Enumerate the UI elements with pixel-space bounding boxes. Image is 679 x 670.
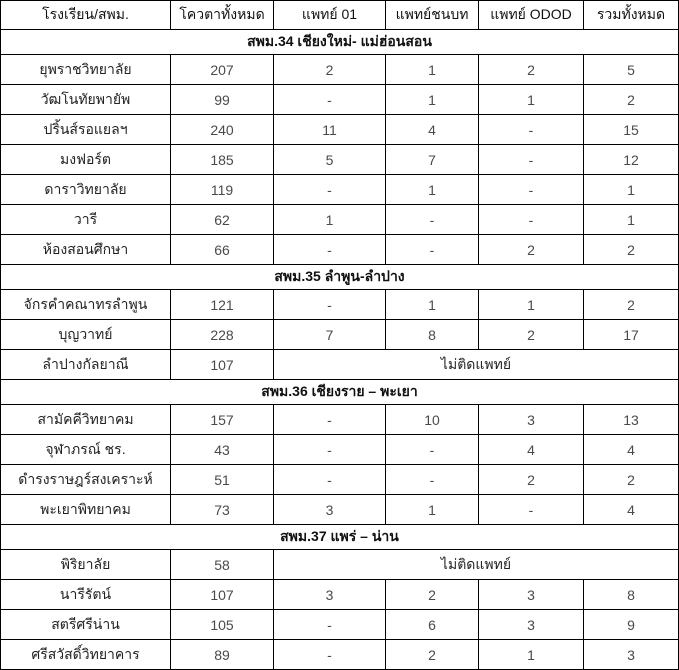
value-cell: 73 <box>171 495 274 525</box>
table-row <box>1 435 679 465</box>
quota-cell: 107 <box>171 350 274 380</box>
value-cell: 7 <box>274 320 386 350</box>
value-cell: 1 <box>386 85 479 115</box>
value-cell: - <box>479 205 584 235</box>
table-row <box>1 640 679 670</box>
value-cell: 8 <box>386 320 479 350</box>
value-cell: 99 <box>171 85 274 115</box>
value-cell: - <box>274 290 386 320</box>
value-cell: 207 <box>171 55 274 85</box>
section-row <box>1 265 679 290</box>
value-cell: 2 <box>386 640 479 670</box>
table-row <box>1 610 679 640</box>
value-cell: 9 <box>584 610 679 640</box>
section-title: สพม.35 ลำพูน-ลำปาง <box>1 265 679 290</box>
value-cell: 119 <box>171 175 274 205</box>
school-name-cell: มงฟอร์ต <box>1 145 171 175</box>
table-row <box>1 115 679 145</box>
school-name-cell: นารีรัตน์ <box>1 580 171 610</box>
section-title: สพม.37 แพร่ – น่าน <box>1 525 679 550</box>
value-cell: 3 <box>479 580 584 610</box>
no-match-merged-cell: ไม่ติดแพทย์ <box>274 350 679 380</box>
value-cell: 2 <box>479 55 584 85</box>
school-name-cell: สามัคคีวิทยาคม <box>1 405 171 435</box>
value-cell: 10 <box>386 405 479 435</box>
school-name-cell: วารี <box>1 205 171 235</box>
value-cell: - <box>274 640 386 670</box>
value-cell: 4 <box>479 435 584 465</box>
value-cell: 2 <box>584 235 679 265</box>
value-cell: - <box>274 435 386 465</box>
value-cell: - <box>274 175 386 205</box>
section-title: สพม.36 เชียงราย – พะเยา <box>1 380 679 405</box>
value-cell: - <box>386 205 479 235</box>
section-row <box>1 380 679 405</box>
column-header-doctor-01: แพทย์ 01 <box>274 1 386 30</box>
table-row <box>1 55 679 85</box>
table-row <box>1 205 679 235</box>
value-cell: 157 <box>171 405 274 435</box>
value-cell: 2 <box>274 55 386 85</box>
school-name-cell: ลำปางกัลยาณี <box>1 350 171 380</box>
value-cell: 1 <box>386 495 479 525</box>
school-name-cell: วัฒโนทัยพายัพ <box>1 85 171 115</box>
section-row <box>1 30 679 55</box>
value-cell: - <box>479 145 584 175</box>
column-header-grand-total: รวมทั้งหมด <box>584 1 679 30</box>
table-row <box>1 175 679 205</box>
column-header-doctor-rural: แพทย์ชนบท <box>386 1 479 30</box>
value-cell: 1 <box>479 85 584 115</box>
school-name-cell: ปริ้นส์รอแยลฯ <box>1 115 171 145</box>
value-cell: 3 <box>274 495 386 525</box>
school-name-cell: ยุพราชวิทยาลัย <box>1 55 171 85</box>
value-cell: - <box>479 495 584 525</box>
value-cell: 11 <box>274 115 386 145</box>
value-cell: - <box>386 465 479 495</box>
value-cell: 2 <box>479 465 584 495</box>
table-body <box>1 30 679 670</box>
value-cell: 107 <box>171 580 274 610</box>
school-name-cell: จุฬาภรณ์ ชร. <box>1 435 171 465</box>
value-cell: - <box>386 435 479 465</box>
school-name-cell: ดำรงราษฎร์สงเคราะห์ <box>1 465 171 495</box>
value-cell: 5 <box>584 55 679 85</box>
value-cell: 13 <box>584 405 679 435</box>
table-row <box>1 290 679 320</box>
no-match-merged-cell: ไม่ติดแพทย์ <box>274 550 679 580</box>
column-header-school: โรงเรียน/สพม. <box>1 1 171 30</box>
column-header-doctor-odod: แพทย์ ODOD <box>479 1 584 30</box>
value-cell: 1 <box>274 205 386 235</box>
school-name-cell: ดาราวิทยาลัย <box>1 175 171 205</box>
value-cell: 105 <box>171 610 274 640</box>
value-cell: - <box>479 175 584 205</box>
value-cell: 1 <box>479 290 584 320</box>
table-row <box>1 350 679 380</box>
table-row <box>1 465 679 495</box>
value-cell: 2 <box>479 320 584 350</box>
table-row <box>1 580 679 610</box>
value-cell: - <box>274 235 386 265</box>
value-cell: - <box>274 610 386 640</box>
value-cell: 1 <box>584 175 679 205</box>
value-cell: 1 <box>386 175 479 205</box>
section-title: สพม.34 เชียงใหม่- แม่ฮ่อนสอน <box>1 30 679 55</box>
quota-cell: 58 <box>171 550 274 580</box>
value-cell: 3 <box>479 610 584 640</box>
value-cell: 1 <box>386 290 479 320</box>
value-cell: - <box>479 115 584 145</box>
school-name-cell: ห้องสอนศึกษา <box>1 235 171 265</box>
value-cell: 185 <box>171 145 274 175</box>
value-cell: 2 <box>479 235 584 265</box>
column-header-total-quota: โควตาทั้งหมด <box>171 1 274 30</box>
school-name-cell: พิริยาลัย <box>1 550 171 580</box>
section-row <box>1 525 679 550</box>
value-cell: 121 <box>171 290 274 320</box>
value-cell: 3 <box>584 640 679 670</box>
value-cell: 15 <box>584 115 679 145</box>
value-cell: 228 <box>171 320 274 350</box>
value-cell: - <box>274 405 386 435</box>
value-cell: 3 <box>274 580 386 610</box>
table-row <box>1 495 679 525</box>
table-row <box>1 235 679 265</box>
value-cell: 43 <box>171 435 274 465</box>
table-row <box>1 85 679 115</box>
table-row <box>1 550 679 580</box>
value-cell: 4 <box>386 115 479 145</box>
value-cell: 7 <box>386 145 479 175</box>
header-row <box>1 1 679 30</box>
school-name-cell: พะเยาพิทยาคม <box>1 495 171 525</box>
value-cell: 51 <box>171 465 274 495</box>
value-cell: 12 <box>584 145 679 175</box>
table-row <box>1 320 679 350</box>
value-cell: 4 <box>584 435 679 465</box>
value-cell: 1 <box>479 640 584 670</box>
value-cell: 3 <box>479 405 584 435</box>
school-name-cell: สตรีศรีน่าน <box>1 610 171 640</box>
school-name-cell: ศรีสวัสดิ์วิทยาคาร <box>1 640 171 670</box>
table-row <box>1 405 679 435</box>
value-cell: 8 <box>584 580 679 610</box>
value-cell: 66 <box>171 235 274 265</box>
table-row <box>1 145 679 175</box>
value-cell: - <box>274 465 386 495</box>
value-cell: 89 <box>171 640 274 670</box>
value-cell: - <box>274 85 386 115</box>
value-cell: - <box>386 235 479 265</box>
value-cell: 6 <box>386 610 479 640</box>
value-cell: 2 <box>584 85 679 115</box>
value-cell: 2 <box>584 290 679 320</box>
value-cell: 2 <box>584 465 679 495</box>
school-name-cell: จักรคำคณาทรลำพูน <box>1 290 171 320</box>
value-cell: 1 <box>584 205 679 235</box>
value-cell: 62 <box>171 205 274 235</box>
school-name-cell: บุญวาทย์ <box>1 320 171 350</box>
value-cell: 4 <box>584 495 679 525</box>
value-cell: 240 <box>171 115 274 145</box>
value-cell: 17 <box>584 320 679 350</box>
value-cell: 1 <box>386 55 479 85</box>
value-cell: 2 <box>386 580 479 610</box>
value-cell: 5 <box>274 145 386 175</box>
